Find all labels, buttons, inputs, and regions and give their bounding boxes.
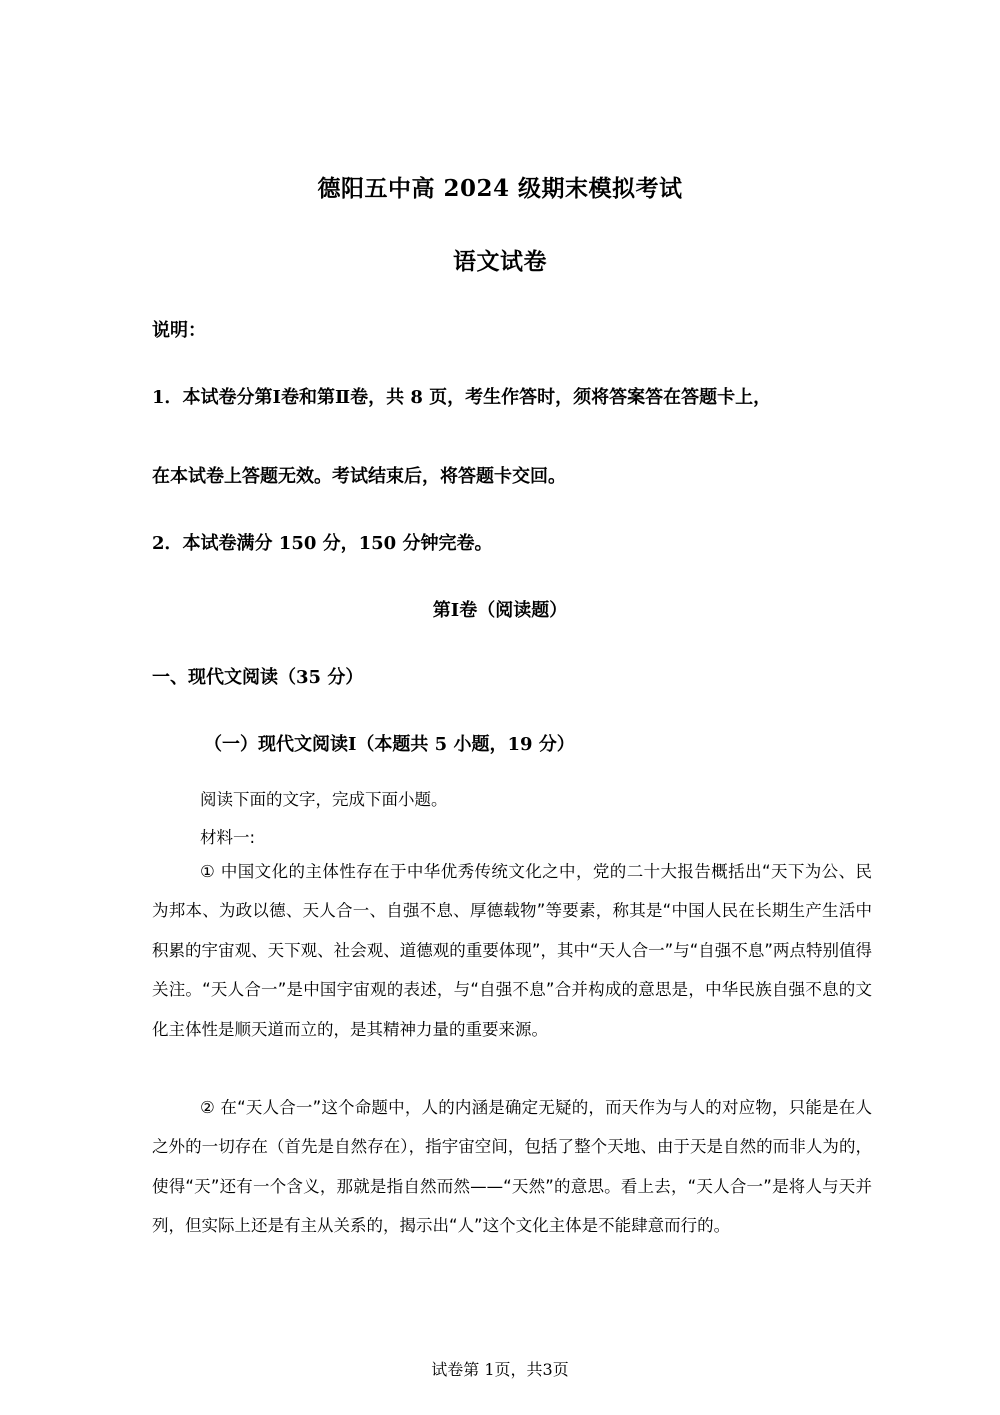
volume-title: 第Ⅰ卷（阅读题） bbox=[432, 600, 568, 621]
material-label: 材料一: bbox=[200, 828, 256, 847]
part-title: 一、现代文阅读（35 分） bbox=[152, 667, 364, 688]
paragraph-2: ② 在“天人合一”这个命题中，人的内涵是确定无疑的，而天作为与人的对应物，只能是在人之外的一切存在（首先是自然存在），指宇宙空间，包括了整个天地、由于天是自然的而非人为的，使得“天”还有一个含义，那就是指自然而然——“天然”的意思。看上去，“天人合一”是将人与天并列，但实际上还是有主从关系的，揭示出“人”这个文化主体是不能肆意而行的。 bbox=[152, 1098, 872, 1236]
instruction-item-2: 2．本试卷满分 150 分，150 分钟完卷。 bbox=[152, 533, 493, 554]
instructions-heading: 说明： bbox=[152, 320, 206, 341]
subsection-title: （一）现代文阅读Ⅰ（本题共 5 小题，19 分） bbox=[204, 734, 575, 755]
exam-title: 德阳五中高 2024 级期末模拟考试 bbox=[317, 175, 683, 202]
instruction-item-1-line-2: 在本试卷上答题无效。考试结束后，将答题卡交回。 bbox=[152, 466, 566, 487]
page-footer: 试卷第 1页，共3页 bbox=[431, 1360, 569, 1379]
instruction-item-1-line-1: 1．本试卷分第Ⅰ卷和第Ⅱ卷，共 8 页，考生作答时，须将答案答在答题卡上， bbox=[152, 387, 772, 408]
paragraph-1: ① 中国文化的主体性存在于中华优秀传统文化之中，党的二十大报告概括出“天下为公、民为邦本、为政以德、天人合一、自强不息、厚德载物”等要素，称其是“中国人民在长期生产生活中积累的宇宙观、天下观、社会观、道德观的重要体现”，其中“天人合一”与“自强不息”两点特别值得关注。“天人合一”是中国宇宙观的表述，与“自强不息”合并构成的意思是，中华民族自强不息的文化主体性是顺天道而立的，是其精神力量的重要来源。 bbox=[152, 862, 872, 1039]
exam-subtitle: 语文试卷 bbox=[453, 248, 547, 275]
reading-instruction: 阅读下面的文字，完成下面小题。 bbox=[200, 790, 448, 809]
